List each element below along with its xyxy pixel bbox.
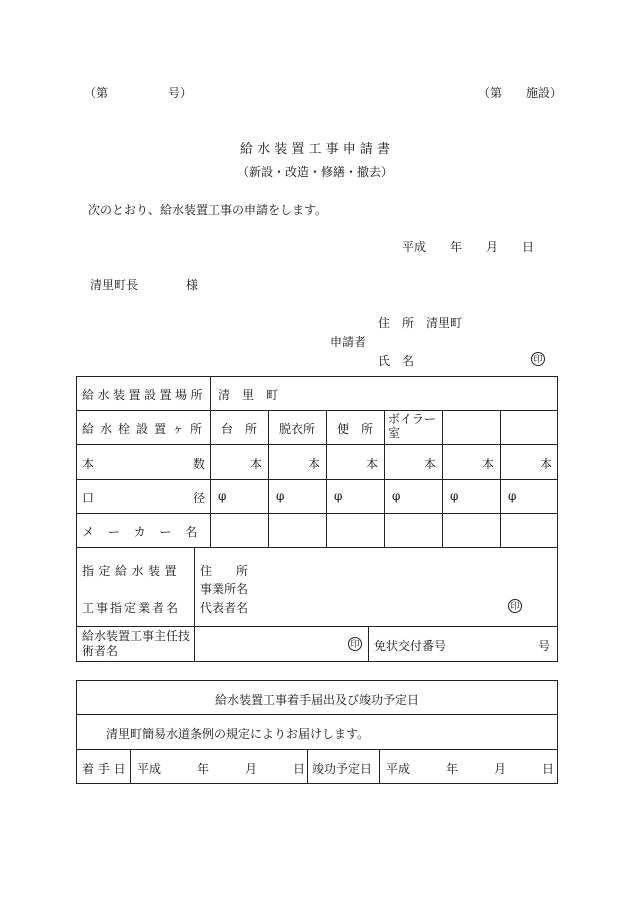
- faucet-places-label: 給水栓設置ヶ所: [82, 422, 209, 436]
- applicant-address-label: 住 所: [378, 316, 415, 330]
- table-row-divider: [76, 410, 558, 411]
- faucet-place-3: 便 所: [336, 422, 373, 436]
- designated-contractor-label-1: 指定給水装置: [82, 564, 182, 578]
- document-subtitle: （新設・改造・修繕・撤去）: [236, 165, 393, 179]
- table-col-divider: [379, 749, 380, 784]
- table-col-divider: [130, 749, 131, 784]
- applicant-role-label: 申請者: [330, 335, 367, 349]
- table-row-divider: [76, 513, 558, 514]
- diameter-label-end: 径: [193, 491, 206, 505]
- diameter-unit-3: φ: [334, 489, 343, 503]
- table-col-divider: [384, 410, 385, 547]
- location-value: 清 里 町: [218, 388, 279, 402]
- intro-text: 次のとおり、給水装置工事の申請をします。: [88, 203, 328, 217]
- designated-contractor-label-2: 工事指定業者名: [82, 601, 181, 615]
- designated-seal-icon: 印: [508, 599, 522, 613]
- table-row-divider: [76, 626, 558, 627]
- table-col-divider: [500, 410, 501, 547]
- application-date: 平成 年 月 日: [402, 240, 535, 254]
- count-unit-3: 本: [366, 457, 379, 471]
- chief-seal-icon: 印: [348, 637, 362, 651]
- applicant-seal-icon: 印: [531, 352, 545, 366]
- finish-date-value: 平成 年 月 日: [386, 762, 555, 776]
- designated-rep-label: 代表者名: [200, 601, 249, 615]
- count-unit-6: 本: [540, 457, 553, 471]
- designated-address-label: 住 所: [200, 564, 249, 578]
- diameter-unit-6: φ: [508, 489, 517, 503]
- location-label: 給水装置設置場所: [82, 388, 207, 402]
- license-number-label: 免状交付番号: [374, 639, 447, 653]
- table-row-divider: [76, 749, 558, 750]
- document-title: 給 水 装 置 工 事 申 請 書: [239, 142, 391, 157]
- addressee: 清里町長 様: [90, 278, 199, 292]
- diameter-unit-2: φ: [276, 489, 285, 503]
- start-date-value: 平成 年 月 日: [137, 762, 306, 776]
- table-frame: [76, 376, 558, 662]
- start-date-label: 着 手 日: [82, 762, 126, 776]
- notice-header: 給水装置工事着手届出及び竣功予定日: [214, 693, 419, 707]
- applicant-name-label: 氏 名: [378, 354, 415, 368]
- count-label-end: 数: [193, 457, 206, 471]
- table-col-divider: [442, 410, 443, 547]
- maker-label: メ ー カ ー 名: [82, 525, 203, 539]
- diameter-unit-5: φ: [450, 489, 459, 503]
- diameter-label-start: 口: [82, 491, 95, 505]
- faucet-place-2: 脱衣所: [278, 422, 315, 436]
- table-col-divider: [210, 376, 211, 547]
- designated-office-label: 事業所名: [200, 582, 249, 596]
- chief-engineer-label: 給水装置工事主任技術者名: [82, 629, 191, 658]
- faucet-place-1: 台 所: [220, 422, 257, 436]
- finish-date-label: 竣功予定日: [312, 762, 373, 776]
- count-label-start: 本: [82, 457, 95, 471]
- applicant-address-value: 清里町: [426, 316, 463, 330]
- table-col-divider: [307, 749, 308, 784]
- table-col-divider: [194, 547, 195, 662]
- table-row-divider: [76, 479, 558, 480]
- count-unit-1: 本: [250, 457, 263, 471]
- count-unit-2: 本: [308, 457, 321, 471]
- count-unit-5: 本: [482, 457, 495, 471]
- diameter-unit-1: φ: [218, 489, 227, 503]
- count-unit-4: 本: [424, 457, 437, 471]
- table-row-divider: [76, 547, 558, 548]
- table-row-divider: [76, 714, 558, 715]
- notice-text: 清里町簡易水道条例の規定によりお届けします。: [106, 727, 370, 741]
- table-col-divider: [368, 626, 369, 662]
- application-number: （第 号）: [84, 86, 193, 100]
- faucet-place-4: ボイラー室: [388, 412, 437, 440]
- license-number-unit: 号: [538, 639, 551, 653]
- diameter-unit-4: φ: [392, 489, 401, 503]
- facility-number: （第 施設）: [478, 86, 563, 100]
- table-row-divider: [76, 444, 558, 445]
